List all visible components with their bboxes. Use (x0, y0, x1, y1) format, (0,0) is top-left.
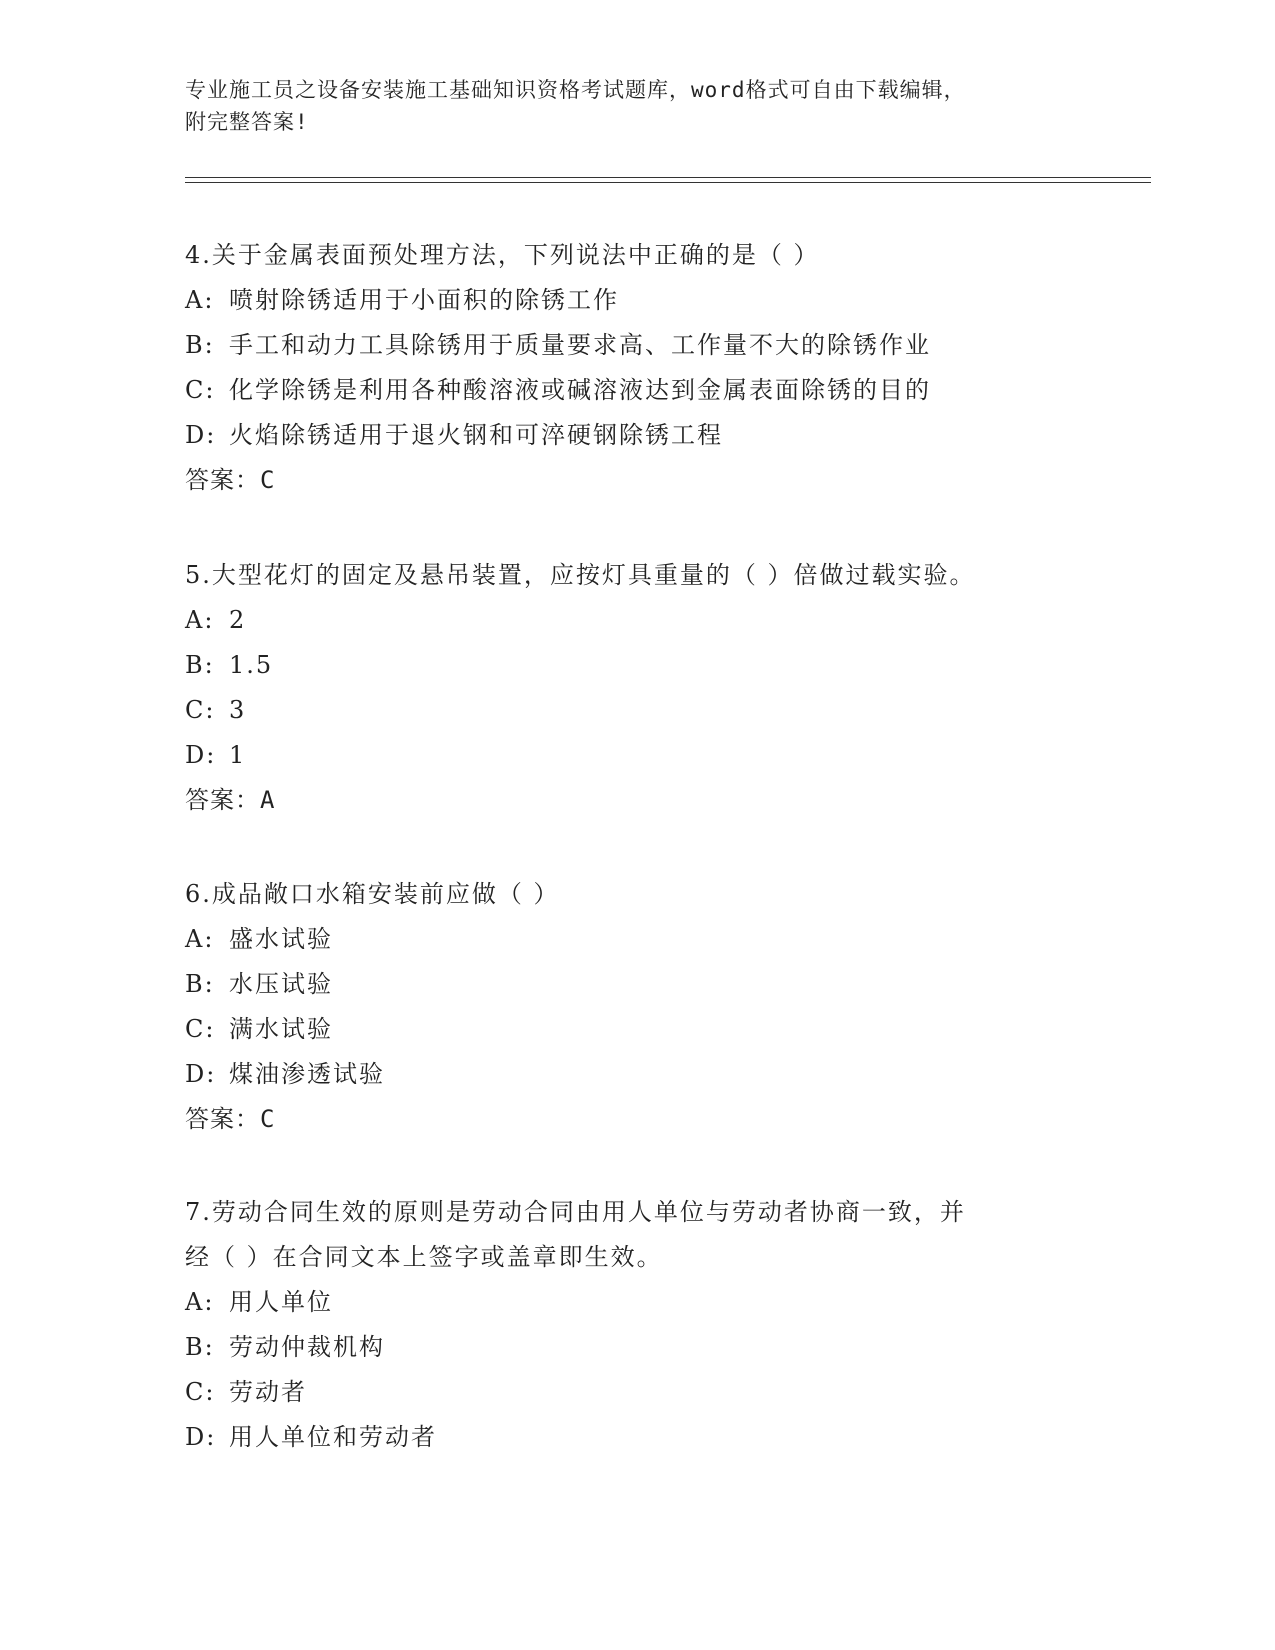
question-stem-line-2: 经（ ）在合同文本上签字或盖章即生效。 (185, 1243, 663, 1271)
question-5 (185, 553, 1085, 823)
option-letter: B: (185, 970, 215, 998)
question-6 (185, 872, 1085, 1142)
option-letter: C: (185, 1015, 216, 1043)
option-text: 盛水试验 (229, 925, 333, 953)
option-text: 手工和动力工具除锈用于质量要求高、工作量不大的除锈作业 (229, 331, 931, 359)
option-a (185, 598, 1085, 643)
option-a (185, 917, 1085, 962)
document-header (185, 74, 1085, 138)
answer-line (185, 458, 1085, 503)
option-d (185, 1415, 1085, 1460)
answer-value: A (260, 786, 276, 814)
option-letter: D: (185, 421, 217, 449)
option-b (185, 962, 1085, 1007)
option-letter: A: (185, 286, 215, 314)
answer-value: C (260, 1105, 276, 1133)
option-text: 2 (229, 606, 247, 634)
question-stem: 6.成品敞口水箱安装前应做（ ） (185, 880, 560, 908)
option-b (185, 1325, 1085, 1370)
option-c (185, 688, 1085, 733)
option-text: 1 (229, 741, 247, 769)
option-letter: D: (185, 1423, 217, 1451)
question-stem-line-1: 7.劳动合同生效的原则是劳动合同由用人单位与劳动者协商一致，并 (185, 1198, 966, 1226)
option-c (185, 368, 1085, 413)
option-text: 火焰除锈适用于退火钢和可淬硬钢除锈工程 (229, 421, 723, 449)
answer-label: 答案： (185, 466, 260, 494)
option-letter: B: (185, 331, 215, 359)
answer-line (185, 778, 1085, 823)
question-stem: 5.大型花灯的固定及悬吊装置，应按灯具重量的（ ）倍做过载实验。 (185, 561, 976, 589)
header-title-line-1: 专业施工员之设备安装施工基础知识资格考试题库，word格式可自由下载编辑， (185, 78, 966, 102)
header-divider-top (185, 177, 1151, 178)
option-letter: A: (185, 606, 215, 634)
option-b (185, 323, 1085, 368)
option-letter: A: (185, 925, 215, 953)
option-c (185, 1007, 1085, 1052)
question-stem: 4.关于金属表面预处理方法，下列说法中正确的是（ ） (185, 241, 820, 269)
option-d (185, 733, 1085, 778)
answer-value: C (260, 466, 276, 494)
header-divider-bottom (185, 182, 1151, 183)
question-7 (185, 1190, 1085, 1460)
option-text: 3 (229, 696, 247, 724)
option-d (185, 1052, 1085, 1097)
option-b (185, 643, 1085, 688)
option-text: 1.5 (229, 651, 274, 679)
option-text: 满水试验 (229, 1015, 333, 1043)
question-4 (185, 233, 1085, 503)
option-text: 喷射除锈适用于小面积的除锈工作 (229, 286, 619, 314)
option-letter: C: (185, 376, 216, 404)
option-text: 劳动仲裁机构 (229, 1333, 385, 1361)
option-letter: D: (185, 1060, 217, 1088)
answer-label: 答案： (185, 1105, 260, 1133)
option-d (185, 413, 1085, 458)
option-letter: B: (185, 1333, 215, 1361)
option-letter: D: (185, 741, 217, 769)
header-title-line-2: 附完整答案! (185, 110, 309, 134)
option-text: 水压试验 (229, 970, 333, 998)
option-c (185, 1370, 1085, 1415)
option-text: 劳动者 (229, 1378, 307, 1406)
option-letter: B: (185, 651, 215, 679)
option-a (185, 1280, 1085, 1325)
answer-label: 答案： (185, 786, 260, 814)
option-text: 用人单位 (229, 1288, 333, 1316)
option-text: 煤油渗透试验 (229, 1060, 385, 1088)
option-a (185, 278, 1085, 323)
option-text: 用人单位和劳动者 (229, 1423, 437, 1451)
option-letter: C: (185, 1378, 216, 1406)
answer-line (185, 1097, 1085, 1142)
option-letter: A: (185, 1288, 215, 1316)
option-text: 化学除锈是利用各种酸溶液或碱溶液达到金属表面除锈的目的 (229, 376, 931, 404)
option-letter: C: (185, 696, 216, 724)
